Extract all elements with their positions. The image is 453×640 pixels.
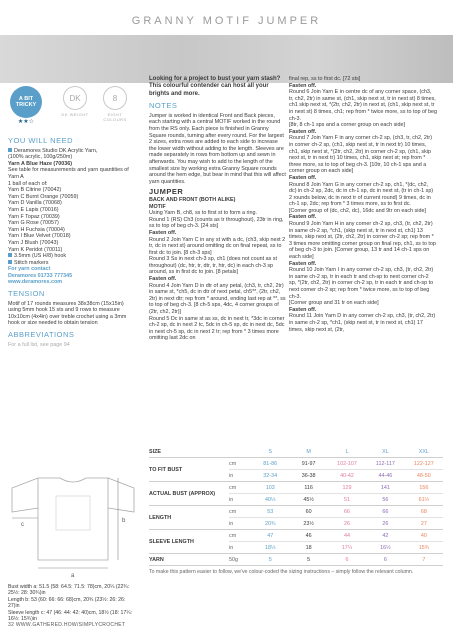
bullet-icon — [8, 260, 12, 264]
size-cell: 45½ — [303, 496, 314, 503]
yarn-brand: Deramores Studio DK Acrylic Yarn, — [8, 148, 135, 155]
markers: Stitch markers — [8, 260, 135, 267]
size-cell: 40 — [420, 532, 427, 539]
pattern-step: Fasten off. — [289, 174, 317, 181]
size-xxl: XXL — [418, 448, 429, 455]
colour-item: Yarn C Burnt Orange (70059) — [8, 193, 79, 200]
pattern-step: Fasten off. — [289, 260, 317, 267]
size-cell: 23½ — [303, 520, 314, 527]
size-cell: 129 — [342, 484, 352, 491]
bullet-icon — [8, 253, 12, 257]
pattern-step: Round 3 Ss in next ch-3 sp, ch1 (does not count as st throughout) (dc, htr, tr, dtr, tr, htr, dc) in each ch-3 sp around, ss in first dc to join. [8 petals] — [149, 256, 277, 276]
size-cell: 48-50 — [416, 472, 431, 479]
size-cell: 17¼ — [341, 544, 353, 551]
jumper-outline — [38, 478, 108, 560]
tension-text: Motif of 17 rounds measures 38x38cm (15x15in) using 5mm hook 15 sts and 9 rows to measure 10x10cm (4x4in) over treble crochet using a 3mm hook or size needed to obtain tension — [8, 300, 127, 327]
page-title: GRANNY MOTIF JUMPER — [131, 15, 322, 27]
size-cell: 26 — [344, 520, 351, 527]
left-sleeve — [12, 478, 38, 512]
pattern-step: Fasten off. — [289, 214, 317, 221]
notes-heading: NOTES — [149, 101, 178, 111]
skill-circle-icon — [10, 86, 42, 118]
pattern-step: Fasten off. — [289, 128, 317, 135]
colours-badge — [100, 86, 130, 122]
pattern-step: Round 9 Join Yarn H in any corner ch-2 sp, ch3, (tr, ch2, 2tr) in same ch-2 sp, *ch1, (skip next st, tr in next st, ch1) 13 times, skip next st, (2tr, ch2, 2tr) in corner ch-2 sp; rep from * 3 times more omitting corner group on final rep, ch1, ss to top of beg ch-3 to join. [Corner group, 13 tr and 14 ch-1 sps on each side] — [289, 221, 436, 261]
size-row — [229, 554, 443, 565]
pattern-step: Round 10 Join Yarn I in any corner ch-2 sp, ch3, (tr, ch2, 2tr) in same ch-2 sp, tr in each tr and ch-sp to next corner ch-2 sp, *(2tr, ch2, 2tr) in corner ch-2 sp, tr in each tr and ch-sp to next corner ch-2 sp; rep from * twice more, ss to top of beg ch-3. — [289, 267, 434, 300]
pattern-step: Round 11 Join Yarn D in any corner ch-2 sp, ch3, (tr, ch2, 2tr) in same ch-2 sp, *ch1, (skip next st, tr in next st, ch1) 17 times, skip next st, (2tr, — [289, 313, 436, 333]
pattern-step: Fasten off. — [289, 306, 317, 313]
yarn-contact-label: For yarn contact — [8, 266, 51, 273]
size-cell: 66 — [344, 508, 351, 515]
pattern-step: final rep, ss to first dc. [72 sts] — [289, 76, 361, 82]
pattern-step: Round 2 Join Yarn C in any st with a dc, (ch3, skip next 2 tr, dc in next st) around omitting dc on final repeat, ss to first dc to join. [8 ch-3 sps] — [149, 236, 286, 256]
label-a: a — [71, 573, 75, 579]
size-cell: 116 — [304, 484, 313, 491]
bust-width: Bust width a: 51.5 (58: 64.5: 71.5: 78)cm, 20¼ (22¾: 25½: 28: 30¾)in — [8, 584, 130, 597]
size-row-group — [149, 482, 443, 506]
size-cell: 156 — [419, 484, 429, 491]
size-cell: 42 — [382, 532, 389, 539]
size-unit: in — [229, 472, 234, 479]
size-s: S — [268, 448, 272, 455]
size-cell: 6 — [345, 556, 349, 563]
size-cell: 46 — [305, 532, 312, 539]
size-unit: cm — [229, 484, 237, 491]
yarn-website-link[interactable]: www.deramores.com — [8, 279, 63, 286]
hook: 3.5mm (US H/8) hook — [8, 253, 135, 260]
skill-badge — [8, 86, 44, 125]
schematic-measurements — [8, 584, 138, 622]
size-unit: cm — [229, 460, 237, 467]
materials-column — [8, 136, 135, 348]
size-cell: 36-38 — [301, 472, 316, 479]
size-row-label: SLEEVE LENGTH — [149, 538, 194, 545]
notes-text: Jumper is worked in identical Front and Back pieces, each starting with a central MOTIF worked in the round from the RS only. Each piece is finished in Granny Square rounds, turning after every round. For the largest 2 sizes, extra rows are added to each side to increase the lower width without adding to the length. Sleeves are made separately in rows from bottom up and sewn in afterwards. You may wish to add to the length of the smallest size by working extra Granny Square rounds around the hem edge, but bear in mind that this will affect yarn quantities. — [149, 112, 286, 185]
colour-item: Yarn G Rose (70057) — [8, 220, 59, 227]
weight-badge — [60, 86, 90, 117]
size-cell: 112-117 — [375, 460, 395, 467]
colour-item: Yarn H Fuchsia (70004) — [8, 226, 65, 233]
size-m: M — [306, 448, 311, 455]
pattern-step: Using Yarn B, ch8, ss to first st to form a ring. — [149, 210, 257, 217]
skill-line1: A BIT — [18, 96, 34, 102]
pattern-step: [Corner group of (dc, ch2, dc), 16dc and 9tr on each side] — [289, 207, 426, 214]
yarn-contact-phone[interactable]: Deramores 01733 777345 — [8, 272, 73, 279]
intro-text: Looking for a project to bust your yarn stash? This colourful contender can host all your brights and more. — [149, 76, 281, 97]
size-cell: 56 — [382, 496, 389, 503]
yarn-details: (100% acrylic, 100g/250m) — [8, 154, 73, 161]
size-row-group — [149, 458, 443, 482]
pattern-step: Round 1 (RS) Ch3 (counts as tr throughout), 23tr in ring, ss to top of beg ch-3. [24 sts] — [149, 216, 284, 230]
pattern-step: Round 7 Join Yarn F in any corner ch-2 sp, (ch3, tr, ch2, 2tr) in corner ch-2 sp, (ch1, skip next st, tr in next tr) 10 times, ch1, skip next st, *(2tr, ch2, 2tr) in corner ch-2 sp, (ch1, skip next st, tr in next tr) 10 times, ch1, skip next st; rep from * three more, ss to top of beg ch-3. [10tr, 10 ch-1 sps and a corner group on each side] — [289, 135, 433, 175]
pattern-column-2 — [149, 76, 286, 342]
pattern-step: [8tr, 8 ch-1 sps and a corner group on each side] — [289, 122, 405, 129]
size-cell: 20¾ — [264, 520, 276, 527]
colour-item: Yarn I Blue Velvet (70018) — [8, 233, 71, 240]
colour-item: Yarn J Blush (70043) — [8, 239, 59, 246]
size-xl: XL — [382, 448, 389, 455]
size-table — [149, 446, 443, 575]
size-cell: 18 — [305, 544, 312, 551]
size-cell: 53 — [267, 508, 274, 515]
colour-item: Yarn D Vanilla (70068) — [8, 200, 62, 207]
size-cell: 103 — [265, 484, 275, 491]
size-cell: 6 — [383, 556, 387, 563]
size-row-label: YARN — [149, 556, 164, 563]
size-row-label: LENGTH — [149, 514, 172, 521]
jumper-heading: JUMPER — [149, 187, 184, 197]
size-label: SIZE — [149, 448, 161, 455]
size-cell: 141 — [380, 484, 390, 491]
size-cell: 5 — [268, 556, 272, 563]
yarn-a: Yarn A Blue Haze (70036) — [8, 160, 73, 167]
abbreviations-heading: ABBREVIATIONS — [8, 330, 75, 340]
sleeve-length: Sleeve length c: 47 (46: 44: 42: 40)cm, 18½ (18: 17¼: 16½: 15¾)in — [8, 609, 133, 623]
pattern-step: Round 4 Join Yarn D in dtr of any petal, (ch3, tr, ch2, 2tr) in same st, *ch5, dc in dtr of next petal, ch5**, (2tr, ch2, 2tr) in next dtr; rep from * around, ending last rep at **, ss to top of beg ch-3. [8 ch-5 sps, 4dc, 4 corner groups of (2tr, ch2, 2tr)] — [149, 282, 286, 316]
colour-item: Yarn K Peridot (70011) — [8, 246, 63, 253]
abbreviations-text: For a full list, see page 94 — [8, 341, 70, 348]
yarn-colours-icon: 8 — [103, 86, 127, 110]
one-ball: 1 ball of each of: — [8, 180, 48, 187]
skill-line2: TRICKY — [15, 102, 37, 108]
star-rating-icon: ★★☆ — [17, 119, 35, 125]
size-row — [229, 493, 443, 505]
size-row-group — [149, 506, 443, 530]
size-header-row — [149, 446, 443, 458]
page-footer: 32 WWW.GATHERED.HOW/SIMPLYCROCHET — [8, 622, 126, 628]
size-cell: 122-127 — [413, 460, 434, 467]
back-front-heading: BACK AND FRONT (BOTH ALIKE) — [149, 196, 236, 203]
colours-caption: EIGHT COLOURS — [103, 112, 127, 122]
size-cell: 40-42 — [340, 472, 354, 479]
size-cell: 61½ — [418, 496, 430, 503]
size-row-group — [149, 554, 443, 566]
size-cell: 66 — [382, 508, 389, 515]
size-unit: cm — [229, 508, 237, 515]
size-l: L — [345, 448, 349, 455]
size-cell: 40½ — [264, 496, 276, 503]
size-cell: 51 — [344, 496, 351, 503]
size-unit: in — [229, 520, 234, 527]
size-cell: 26 — [382, 520, 389, 527]
size-row — [229, 530, 443, 541]
size-cell: 44 — [344, 532, 351, 539]
length-measure: Length b: 53 (60: 66: 66: 68)cm, 20¾ (23½: 26: 26: 27)in — [8, 596, 126, 610]
pattern-step: Round 5 Dc in same st as ss, dc in next tr, *3dc in corner ch-2 sp, dc in next 2 tc, 5dc in ch-5 sp, dc in next dc, 5dc in next ch-5 sp, dc in next 2 tr; rep from * 3 times more omitting last 2dc on — [149, 315, 285, 342]
pattern-step: Round 6 Join Yarn E in centre dc of any corner space, (ch3, tr, ch2, 2tr) in same st, (ch1, skip next st, tr in next st) 8 times, ch1 skip next st, *(2tr, ch2, 2tr) in next st, (ch1, skip next st, tr in next st) 8 times, ch1; rep from * twice more, ss to top of beg ch-3. — [289, 89, 438, 122]
pattern-step: Fasten off. — [289, 82, 317, 89]
weight-caption: DK WEIGHT — [61, 112, 89, 117]
size-unit: cm — [229, 532, 237, 539]
size-cell: 15¾ — [418, 544, 430, 551]
size-row — [229, 482, 443, 493]
size-row — [229, 517, 443, 529]
size-table-body — [149, 458, 443, 566]
size-cell: 102-107 — [337, 460, 357, 467]
size-row — [229, 506, 443, 517]
pattern-column-3 — [289, 76, 437, 333]
size-row-group — [149, 530, 443, 554]
size-cell: 18½ — [264, 544, 276, 551]
size-row — [229, 458, 443, 469]
size-row-label: ACTUAL BUST (APPROX) — [149, 490, 216, 497]
yarn-note: See table for measurements and yarn quantities of Yarn A — [8, 167, 129, 180]
size-cell: 5 — [307, 556, 311, 563]
size-cell: 44-46 — [378, 472, 393, 479]
pattern-step: Fasten off. — [149, 229, 177, 236]
size-cell: 16½ — [380, 544, 391, 551]
size-cell: 81-86 — [263, 460, 278, 467]
colour-item: Yarn E Lapis (70016) — [8, 206, 59, 213]
pattern-step: Round 8 Join Yarn G in any corner ch-2 sp, ch1, *(dc, ch2, dc) in ch-2 sp, 2dc, dc in ch-1 sp, dc in next st, (tr in ch-1 sp) 2 rounds below, dc in next tr of current round) 9 times, dc in ch-1 sp, 2dc; rep from * 3 times more, ss to first dc. — [289, 181, 434, 208]
motif-heading: MOTIF — [149, 203, 166, 210]
size-row — [229, 541, 443, 553]
size-unit: in — [229, 544, 234, 551]
size-cell: 32-34 — [263, 472, 278, 479]
size-unit: in — [229, 496, 234, 503]
size-row — [229, 469, 443, 481]
jumper-schematic — [8, 468, 138, 580]
colour-item: Yarn F Topaz (70039) — [8, 213, 60, 220]
yarn-weight-icon: DK — [63, 86, 87, 110]
size-cell: 27 — [420, 520, 427, 527]
right-sleeve — [108, 478, 134, 512]
size-cell: 60 — [305, 508, 312, 515]
label-b: b — [122, 518, 126, 524]
size-cell: 47 — [267, 532, 274, 539]
table-note: To make this pattern easier to follow, we've colour-coded the sizing instructions – simply follow the relevant column. — [149, 569, 414, 575]
size-cell: 91-97 — [301, 460, 316, 467]
pattern-step: Fasten off. — [149, 276, 177, 283]
colour-item: Yarn B Citrine (70042) — [8, 187, 62, 194]
label-c: c — [21, 522, 24, 528]
you-will-need-heading: YOU WILL NEED — [8, 136, 73, 145]
pattern-step: [Corner group and 31 tr on each side] — [289, 300, 379, 307]
size-unit: 50g — [229, 556, 238, 563]
motif-square — [56, 496, 90, 530]
tension-heading: TENSION — [8, 289, 45, 299]
size-cell: 68 — [420, 508, 427, 515]
size-cell: 7 — [422, 556, 426, 563]
bullet-icon — [8, 148, 12, 152]
size-row-label: TO FIT BUST — [149, 466, 183, 473]
